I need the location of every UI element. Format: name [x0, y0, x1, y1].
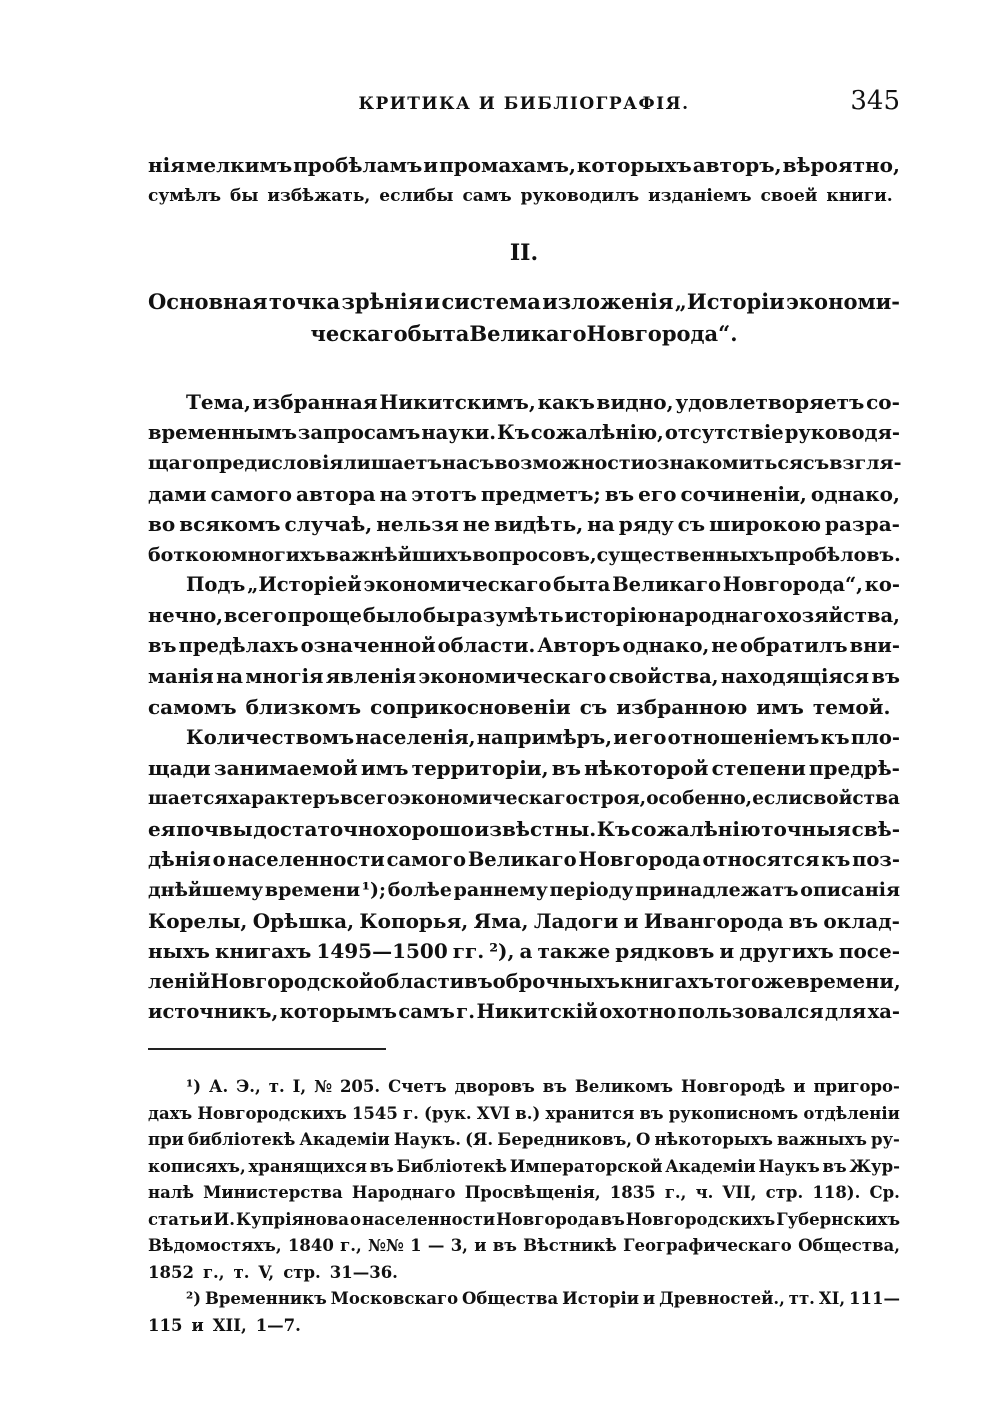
running-header — [148, 86, 900, 126]
text-line: временнымъ запросамъ науки. Къ сожалѣнію, отсутствіе руководя- — [148, 420, 900, 444]
paragraph — [148, 723, 900, 1028]
title-line: ческаго быта Великаго Новгорода“. — [310, 321, 738, 346]
text-line: источникъ, которымъ самъ г. Никитскій охотно пользовался для ха- — [148, 1000, 900, 1023]
text-line: Количествомъ населенія, напримѣръ, и его отношеніемъ къ пло- — [186, 725, 900, 749]
text-line: днѣйшему времени ¹); болѣе раннему періоду принадлежатъ описанія — [148, 879, 900, 901]
running-title: КРИТИКА И БИБЛІОГРАФІЯ. — [358, 94, 690, 114]
footnote-line: кописяхъ, хранящихся въ Библіотекѣ Императорской Академіи Наукъ въ Жур- — [148, 1156, 900, 1176]
text-line: ея почвы достаточно хорошо извѣстны. Къ сожалѣнію точныя свѣ- — [148, 817, 900, 841]
text-line: боткою многихъ важнѣйшихъ вопросовъ, существенныхъ пробѣловъ. — [148, 543, 901, 566]
text-line: Подъ „Исторіей экономическаго быта Великаго Новгорода“, ко- — [186, 573, 900, 596]
text-line: манія на многія явленія экономическаго свойства, находящіяся въ — [148, 664, 900, 688]
text-line: ныхъ книгахъ 1495—1500 гг. ²), а также рядковъ и другихъ посе- — [148, 939, 900, 963]
section-title — [148, 286, 900, 350]
footnote-line: дахъ Новгородскихъ 1545 г. (рук. XVI в.) хранится въ рукописномъ отдѣленіи — [148, 1103, 900, 1123]
text-line: нія мелкимъ пробѣламъ и промахамъ, которыхъ авторъ, вѣроятно, — [148, 153, 900, 177]
footnote-line: налѣ Министерства Народнаго Просвѣщенія, 1835 г., ч. VII, стр. 118). Ср. — [148, 1183, 900, 1202]
text-line: щаго предисловія лишаетъ насъ возможности ознакомиться съ взгля- — [148, 452, 902, 474]
title-line: Основная точка зрѣнія и система изложенія „Исторіи экономи- — [148, 289, 900, 314]
body-text — [148, 387, 900, 1028]
text-line: нечно, всего проще было бы разумѣть исторію народнаго хозяйства, — [148, 603, 900, 627]
footnote-line: при библіотекѣ Академіи Наукъ. (Я. Бередниковъ, О нѣкоторыхъ важныхъ ру- — [148, 1130, 900, 1149]
text-line: леній Новгородской области въ оброчныхъ книгахъ того же времени, — [148, 969, 901, 993]
intro-paragraph — [148, 150, 900, 211]
text-line: дѣнія о населенности самого Великаго Новгорода относятся къ поз- — [148, 847, 900, 871]
section-number: II. — [509, 240, 539, 266]
paragraph — [148, 387, 900, 570]
footnote-line: статьи И. Купріянова о населенности Новгорода въ Новгородскихъ Губернскихъ — [148, 1209, 900, 1229]
text-line: въ предѣлахъ означенной области. Авторъ однако, не обратилъ вни- — [148, 634, 900, 657]
text-line: самомъ близкомъ соприкосновеніи съ избранною имъ темой. — [148, 695, 891, 719]
text-line: шается характеръ всего экономическаго строя, особенно, если свойства — [148, 787, 900, 809]
text-line: Корелы, Орѣшка, Копорья, Яма, Ладоги и Ивангорода въ оклад- — [148, 908, 900, 933]
text-line: дами самого автора на этотъ предметъ; въ его сочиненіи, однако, — [148, 481, 900, 506]
footnote-2 — [148, 1286, 900, 1339]
footnote-1 — [148, 1074, 900, 1286]
footnote-line: 115 и XII, 1—7. — [148, 1315, 301, 1335]
text-line: сумѣлъ бы избѣжать, еслибы самъ руководилъ изданіемъ своей книги. — [148, 185, 893, 206]
text-line: Тема, избранная Никитскимъ, какъ видно, удовлетворяетъ со- — [186, 390, 900, 414]
footnote-line: ²) Временникъ Московскаго Общества Исторіи и Древностей., тт. XI, 111— — [186, 1289, 900, 1308]
text-line: щади занимаемой имъ территоріи, въ нѣкоторой степени предрѣ- — [148, 756, 900, 780]
page-number: 345 — [850, 86, 900, 116]
footnote-line: Вѣдомостяхъ, 1840 г., №№ 1 — 3, и въ Вѣстникѣ Географическаго Общества, — [148, 1236, 900, 1255]
footnotes — [148, 1074, 900, 1339]
footnote-line: 1852 г., т. V, стр. 31—36. — [148, 1262, 398, 1282]
text-line: во всякомъ случаѣ, нельзя не видѣть, на ряду съ широкою разра- — [148, 512, 900, 536]
footnote-line: ¹) А. Э., т. I, № 205. Счетъ дворовъ въ Великомъ Новгородѣ и пригоро- — [186, 1077, 900, 1096]
footnote-divider — [148, 1048, 386, 1050]
paragraph — [148, 570, 900, 723]
